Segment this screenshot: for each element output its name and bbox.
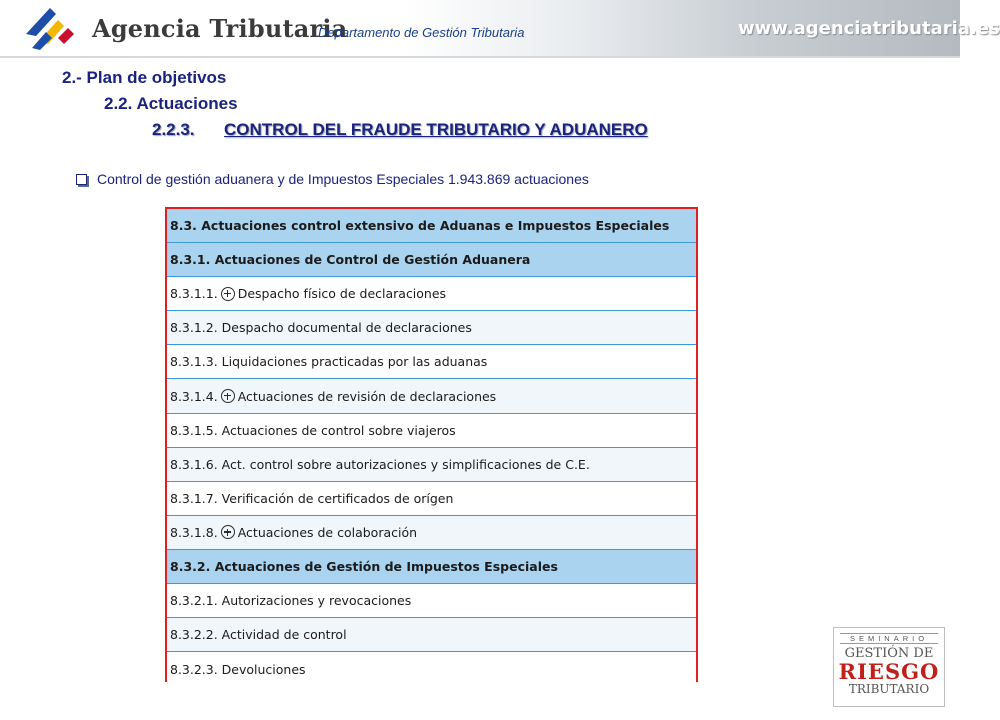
heading-plan: 2.- Plan de objetivos (62, 68, 227, 87)
table-row (167, 584, 696, 618)
bullet-item (76, 171, 589, 187)
row-label: 8.3.1.3. Liquidaciones practicadas por las aduanas (170, 354, 488, 370)
department-label: Departamento de Gestión Tributaria (318, 25, 525, 40)
row-label: 8.3. Actuaciones control extensivo de Aduanas e Impuestos Especiales (170, 218, 670, 234)
table-row[interactable] (167, 277, 696, 311)
row-number: 8.3.1.1. (170, 286, 218, 302)
row-label: Actuaciones de revisión de declaraciones (237, 388, 497, 404)
table-section-row (167, 243, 696, 277)
table-row (167, 652, 696, 686)
row-number: 8.3.1.8. (170, 524, 218, 540)
row-label: 8.3.1.7. Verificación de certificados de orígen (170, 490, 454, 506)
row-number: 8.3.1.4. (170, 388, 218, 404)
seminar-line-1: GESTIÓN DE (844, 646, 934, 661)
square-bullet-icon (76, 174, 87, 185)
row-label: 8.3.1.2. Despacho documental de declaraciones (170, 320, 472, 336)
table-section-row (167, 550, 696, 584)
row-label: Actuaciones de colaboración (237, 524, 418, 540)
table-row (167, 311, 696, 345)
seminar-line-3: TRIBUTARIO (848, 682, 930, 696)
bullet-text: Control de gestión aduanera y de Impuestos Especiales 1.943.869 actuaciones (97, 171, 589, 187)
row-label: 8.3.2. Actuaciones de Gestión de Impuestos Especiales (170, 558, 558, 574)
expand-plus-icon[interactable] (221, 287, 235, 301)
heading-control-fraude (152, 120, 648, 140)
seminar-logo (833, 627, 945, 707)
expand-plus-icon[interactable] (221, 525, 235, 539)
row-label: 8.3.1.6. Act. control sobre autorizaciones y simplificaciones de C.E. (170, 456, 590, 472)
table-row (167, 345, 696, 379)
table-row[interactable] (167, 379, 696, 413)
brand-name: Agencia Tributaria (92, 14, 348, 43)
expand-plus-icon[interactable] (221, 389, 235, 403)
header-banner (0, 0, 1000, 58)
site-url[interactable]: www.agenciatributaria.es (738, 18, 1000, 39)
table-row (167, 618, 696, 652)
heading-actuaciones: 2.2. Actuaciones (104, 94, 238, 113)
row-label: 8.3.2.1. Autorizaciones y revocaciones (170, 593, 412, 609)
table-row[interactable] (167, 516, 696, 550)
table-row (167, 414, 696, 448)
row-label: 8.3.2.3. Devoluciones (170, 661, 306, 677)
row-label: 8.3.1. Actuaciones de Control de Gestión Aduanera (170, 252, 531, 268)
table-row (167, 448, 696, 482)
heading-number: 2.2.3. (152, 120, 195, 139)
row-label: 8.3.1.5. Actuaciones de control sobre viajeros (170, 422, 456, 438)
heading-title: CONTROL DEL FRAUDE TRIBUTARIO Y ADUANERO (224, 120, 648, 139)
table-row (167, 482, 696, 516)
actions-table (165, 207, 698, 682)
agency-logo-icon (22, 4, 78, 52)
seminar-line-2: RIESGO (838, 659, 940, 684)
seminar-top-text: SEMINARIO (840, 633, 938, 644)
row-label: Despacho físico de declaraciones (237, 286, 447, 302)
row-label: 8.3.2.2. Actividad de control (170, 627, 347, 643)
table-section-row (167, 209, 696, 243)
